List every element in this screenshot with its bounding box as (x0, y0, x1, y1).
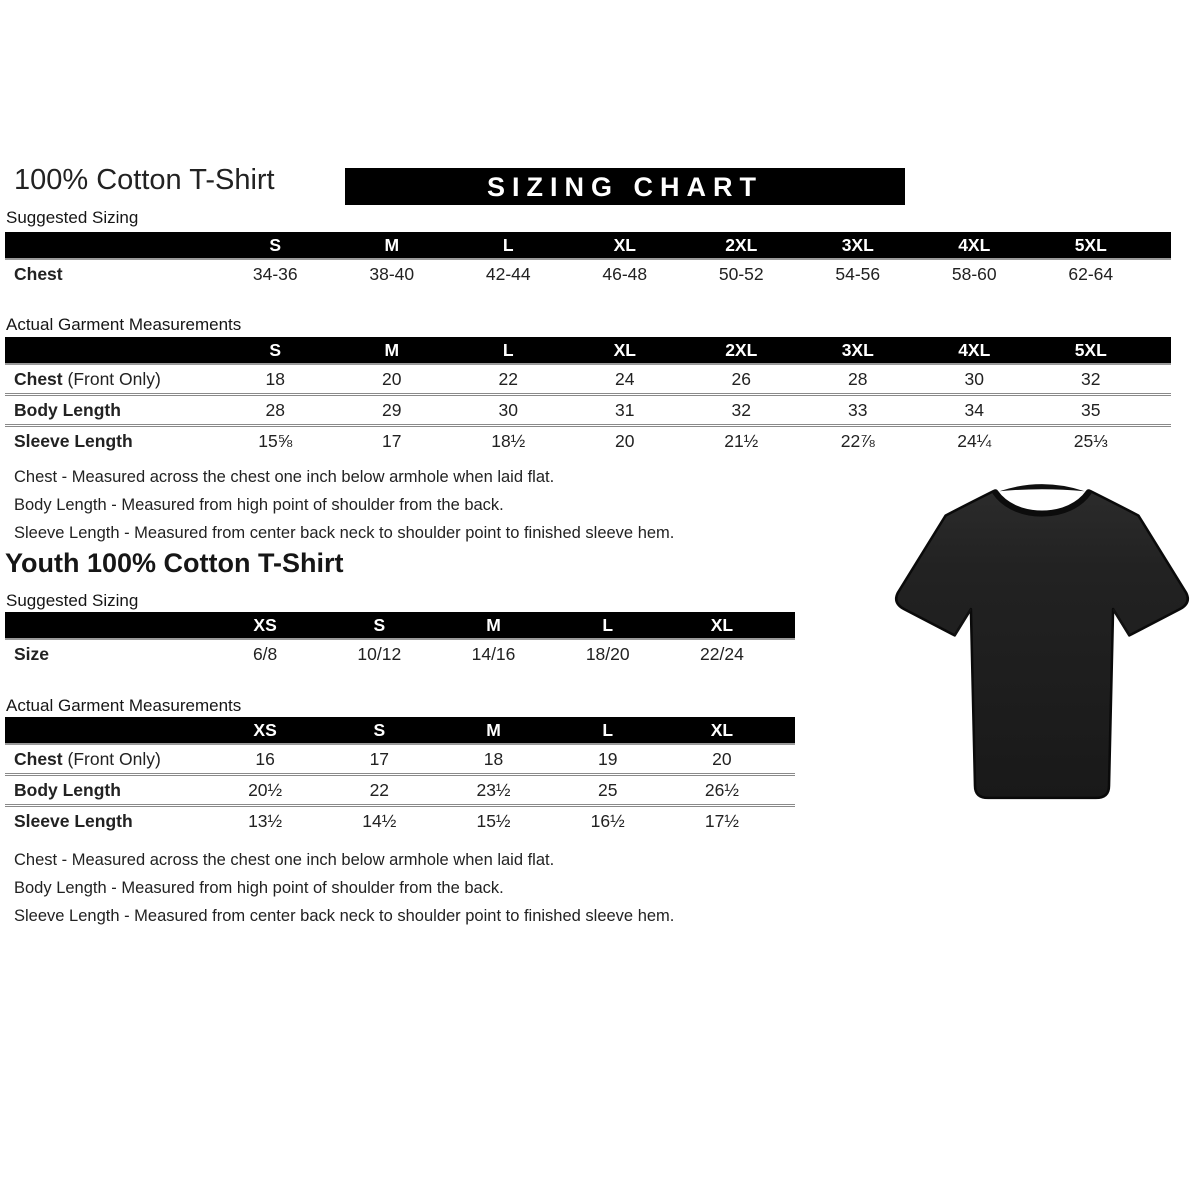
column-header: 4XL (958, 234, 991, 255)
adult-measurement-notes (14, 463, 674, 547)
row-label: Body Length (14, 779, 121, 800)
cell: 58-60 (951, 264, 997, 284)
cell: 22⅞ (840, 430, 875, 451)
column-header: M (384, 234, 400, 255)
column-header: 3XL (841, 234, 874, 255)
note-line: Body Length - Measured from high point of shoulder from the back. (14, 879, 504, 897)
youth-measurement-notes (14, 846, 674, 930)
adult-actual-measurements-table (5, 337, 1171, 455)
row-label-suffix: (Front Only) (67, 748, 161, 769)
cell: 42-44 (485, 264, 531, 284)
cell: 17½ (704, 810, 739, 831)
column-header: S (269, 339, 282, 360)
cell: 19 (597, 748, 618, 769)
cell: 32 (731, 399, 751, 420)
youth-actual-measurements-table (5, 717, 795, 835)
page-title: 100% Cotton T-Shirt (14, 164, 275, 196)
column-header: M (384, 339, 400, 360)
row-label-text: Chest (14, 368, 63, 389)
cell: 18/20 (585, 644, 630, 664)
column-header: XL (710, 719, 734, 740)
cell: 6/8 (252, 644, 278, 664)
cell: 54-56 (835, 264, 881, 284)
table-header-row (5, 612, 795, 640)
note-line: Chest - Measured across the chest one inch below armhole when laid flat. (14, 468, 555, 486)
row-label (5, 749, 208, 770)
tshirt-icon (888, 475, 1196, 805)
column-header: S (373, 614, 386, 635)
cell: 26 (731, 368, 751, 389)
column-header: XS (253, 614, 277, 635)
row-label: Sleeve Length (14, 810, 133, 831)
table-row (5, 365, 1171, 393)
cell: 20 (712, 748, 732, 769)
cell: 31 (615, 399, 635, 420)
cell: 16½ (590, 810, 625, 831)
sizing-chart-banner: SIZING CHART (345, 168, 905, 205)
cell: 25⅓ (1073, 430, 1108, 451)
note-line: Body Length - Measured from high point of shoulder from the back. (14, 496, 504, 514)
table-row (5, 424, 1171, 455)
row-label: Sleeve Length (14, 430, 133, 451)
table-header-row (5, 717, 795, 745)
column-header: M (486, 719, 501, 740)
cell: 15⅝ (258, 430, 293, 451)
row-label-text: Chest (14, 748, 63, 769)
cell: 14½ (362, 810, 397, 831)
column-header: S (373, 719, 386, 740)
black-tshirt-image (888, 475, 1196, 805)
cell: 23½ (476, 779, 511, 800)
column-header: XS (253, 719, 277, 740)
cell: 17 (382, 430, 402, 451)
cell: 17 (369, 748, 390, 769)
cell: 34-36 (252, 264, 298, 284)
youth-suggested-sizing-label: Suggested Sizing (6, 591, 139, 610)
note-line: Sleeve Length - Measured from center back neck to shoulder point to finished sleeve hem. (14, 907, 675, 925)
cell: 26½ (704, 779, 739, 800)
column-header: 4XL (958, 339, 991, 360)
cell: 28 (265, 399, 285, 420)
cell: 22/24 (700, 644, 744, 664)
cell: 18 (483, 748, 504, 769)
column-header: XL (710, 614, 734, 635)
cell: 20 (382, 368, 402, 389)
table-header-row (5, 337, 1171, 365)
cell: 34 (964, 399, 984, 420)
cell: 22 (498, 368, 518, 389)
cell: 30 (498, 399, 518, 420)
cell: 21½ (724, 430, 759, 451)
note-line: Sleeve Length - Measured from center back neck to shoulder point to finished sleeve hem. (14, 524, 675, 542)
row-label-suffix: (Front Only) (67, 368, 161, 389)
column-header: L (602, 719, 614, 740)
cell: 24¼ (957, 430, 992, 451)
row-label: Size (14, 644, 50, 664)
cell: 20 (615, 430, 635, 451)
cell: 25 (597, 779, 618, 800)
cell: 30 (964, 368, 984, 389)
cell: 62-64 (1068, 264, 1114, 284)
table-row (5, 773, 795, 804)
table-row (5, 804, 795, 835)
table-header-row (5, 232, 1171, 260)
column-header: M (486, 614, 501, 635)
table-row (5, 393, 1171, 424)
table-row (5, 260, 1171, 289)
adult-suggested-sizing-label: Suggested Sizing (6, 208, 139, 227)
note-line: Chest - Measured across the chest one inch below armhole when laid flat. (14, 851, 555, 869)
cell: 18½ (491, 430, 526, 451)
column-header: 3XL (841, 339, 874, 360)
adult-actual-measurements-label: Actual Garment Measurements (6, 315, 242, 334)
cell: 22 (369, 779, 390, 800)
cell: 15½ (476, 810, 511, 831)
cell: 18 (265, 368, 285, 389)
column-header: XL (613, 234, 636, 255)
table-row (5, 640, 795, 669)
row-label (5, 369, 217, 390)
cell: 10/12 (357, 644, 402, 664)
cell: 38-40 (369, 264, 415, 284)
cell: 29 (382, 399, 402, 420)
column-header: L (602, 614, 614, 635)
youth-actual-measurements-label: Actual Garment Measurements (6, 696, 242, 715)
row-label: Chest (14, 264, 63, 284)
column-header: 2XL (725, 339, 758, 360)
cell: 46-48 (602, 264, 648, 284)
cell: 20½ (248, 779, 283, 800)
row-label: Body Length (14, 399, 121, 420)
cell: 35 (1081, 399, 1101, 420)
column-header: L (502, 234, 514, 255)
cell: 24 (615, 368, 635, 389)
youth-section-title: Youth 100% Cotton T-Shirt (5, 548, 344, 578)
column-header: S (269, 234, 282, 255)
cell: 16 (255, 748, 275, 769)
cell: 50-52 (718, 264, 764, 284)
cell: 14/16 (471, 644, 516, 664)
cell: 32 (1081, 368, 1101, 389)
cell: 28 (848, 368, 868, 389)
column-header: 5XL (1074, 234, 1107, 255)
column-header: 5XL (1074, 339, 1107, 360)
cell: 13½ (248, 810, 283, 831)
table-row (5, 745, 795, 773)
youth-suggested-sizing-table (5, 612, 795, 669)
adult-suggested-sizing-table (5, 232, 1171, 289)
column-header: XL (613, 339, 636, 360)
column-header: 2XL (725, 234, 758, 255)
cell: 33 (848, 399, 868, 420)
column-header: L (502, 339, 514, 360)
